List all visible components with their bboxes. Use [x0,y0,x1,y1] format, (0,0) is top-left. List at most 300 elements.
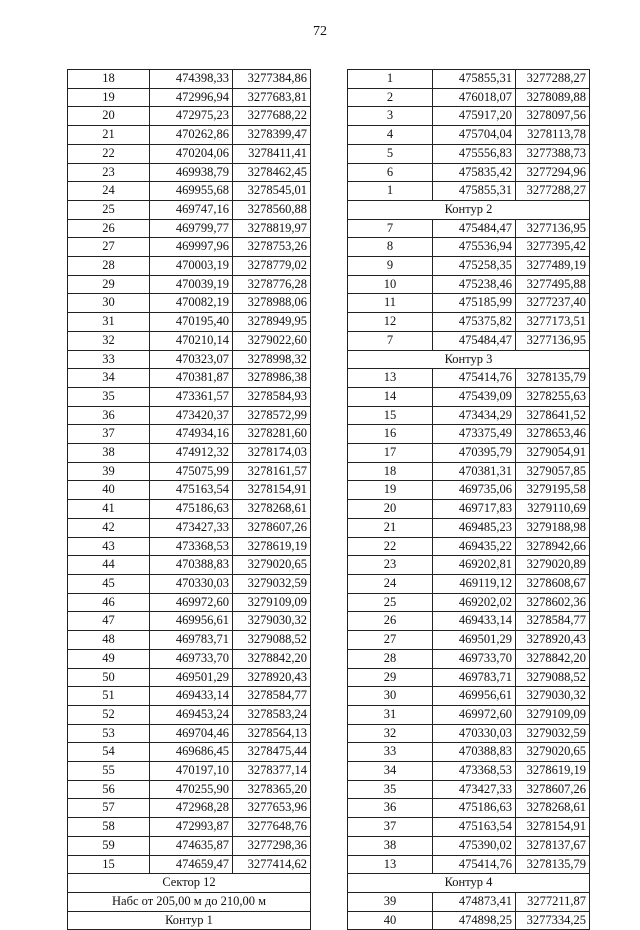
table-row [348,518,590,537]
table-row [348,818,590,837]
section-header: Контур 4 [348,874,590,893]
y-coordinate: 3278819,97 [233,219,311,238]
point-number: 48 [68,631,150,650]
table-row [68,70,311,89]
point-number: 7 [348,331,433,350]
page-number: 72 [313,24,327,39]
table-row [348,70,590,89]
section-header-row [348,350,590,369]
table-row [348,163,590,182]
y-coordinate: 3278154,91 [233,481,311,500]
table-row [68,257,311,276]
point-number: 16 [348,425,433,444]
point-number: 51 [68,687,150,706]
point-number: 38 [348,836,433,855]
point-number: 31 [348,705,433,724]
point-number: 35 [68,387,150,406]
y-coordinate: 3278399,47 [233,126,311,145]
y-coordinate: 3279020,65 [516,743,590,762]
y-coordinate: 3278365,20 [233,780,311,799]
x-coordinate: 469938,79 [150,163,233,182]
x-coordinate: 470381,31 [433,462,516,481]
table-row [68,649,311,668]
point-number: 37 [348,818,433,837]
point-number: 23 [68,163,150,182]
table-row [68,537,311,556]
x-coordinate: 469686,45 [150,743,233,762]
x-coordinate: 475238,46 [433,275,516,294]
table-row [68,836,311,855]
x-coordinate: 470210,14 [150,331,233,350]
y-coordinate: 3277648,76 [233,818,311,837]
table-row [348,612,590,631]
y-coordinate: 3277288,27 [516,182,590,201]
x-coordinate: 469501,29 [150,668,233,687]
x-coordinate: 469119,12 [433,574,516,593]
y-coordinate: 3278135,79 [516,369,590,388]
y-coordinate: 3277334,25 [516,911,590,930]
y-coordinate: 3278842,20 [233,649,311,668]
x-coordinate: 475186,63 [150,500,233,519]
table-row [68,724,311,743]
table-row [68,275,311,294]
x-coordinate: 469783,71 [433,668,516,687]
table-row [348,593,590,612]
x-coordinate: 473420,37 [150,406,233,425]
point-number: 21 [68,126,150,145]
point-number: 28 [348,649,433,668]
section-header: Контур 1 [68,911,311,930]
point-number: 15 [348,406,433,425]
x-coordinate: 475855,31 [433,70,516,89]
table-row [68,313,311,332]
point-number: 53 [68,724,150,743]
point-number: 47 [68,612,150,631]
x-coordinate: 475258,35 [433,257,516,276]
y-coordinate: 3278113,78 [516,126,590,145]
y-coordinate: 3278753,26 [233,238,311,257]
y-coordinate: 3277414,62 [233,855,311,874]
table-row [68,500,311,519]
table-row [348,537,590,556]
x-coordinate: 469735,06 [433,481,516,500]
table-row [348,257,590,276]
x-coordinate: 475075,99 [150,462,233,481]
y-coordinate: 3278602,36 [516,593,590,612]
point-number: 13 [348,855,433,874]
x-coordinate: 470381,87 [150,369,233,388]
table-row [348,369,590,388]
point-number: 40 [68,481,150,500]
point-number: 36 [68,406,150,425]
x-coordinate: 469202,02 [433,593,516,612]
x-coordinate: 475414,76 [433,369,516,388]
point-number: 1 [348,70,433,89]
y-coordinate: 3278135,79 [516,855,590,874]
table-row [68,107,311,126]
table-row [68,481,311,500]
point-number: 40 [348,911,433,930]
table-row [348,444,590,463]
table-row [348,649,590,668]
x-coordinate: 469733,70 [433,649,516,668]
point-number: 11 [348,294,433,313]
table-row [348,425,590,444]
y-coordinate: 3278776,28 [233,275,311,294]
point-number: 15 [68,855,150,874]
x-coordinate: 475704,04 [433,126,516,145]
y-coordinate: 3279195,58 [516,481,590,500]
point-number: 26 [348,612,433,631]
y-coordinate: 3279088,52 [233,631,311,650]
y-coordinate: 3278268,61 [233,500,311,519]
y-coordinate: 3278097,56 [516,107,590,126]
x-coordinate: 469956,61 [433,687,516,706]
x-coordinate: 470388,83 [150,556,233,575]
y-coordinate: 3279030,32 [516,687,590,706]
table-row [348,668,590,687]
point-number: 24 [348,574,433,593]
y-coordinate: 3279030,32 [233,612,311,631]
x-coordinate: 475414,76 [433,855,516,874]
section-header-row [348,200,590,219]
point-number: 19 [348,481,433,500]
point-number: 12 [348,313,433,332]
y-coordinate: 3277294,96 [516,163,590,182]
x-coordinate: 473375,49 [433,425,516,444]
y-coordinate: 3278584,93 [233,387,311,406]
x-coordinate: 470039,19 [150,275,233,294]
x-coordinate: 473368,53 [150,537,233,556]
table-row [68,182,311,201]
x-coordinate: 469501,29 [433,631,516,650]
point-number: 20 [348,500,433,519]
point-number: 36 [348,799,433,818]
table-row [348,275,590,294]
y-coordinate: 3279054,91 [516,444,590,463]
x-coordinate: 469704,46 [150,724,233,743]
table-row [68,818,311,837]
point-number: 19 [68,88,150,107]
coordinates-table-right [347,69,590,930]
y-coordinate: 3278641,52 [516,406,590,425]
y-coordinate: 3278475,44 [233,743,311,762]
y-coordinate: 3279020,65 [233,556,311,575]
x-coordinate: 475556,83 [433,144,516,163]
x-coordinate: 475439,09 [433,387,516,406]
point-number: 28 [68,257,150,276]
table-row [68,668,311,687]
x-coordinate: 469733,70 [150,649,233,668]
y-coordinate: 3277237,40 [516,294,590,313]
y-coordinate: 3279022,60 [233,331,311,350]
y-coordinate: 3277683,81 [233,88,311,107]
x-coordinate: 470388,83 [433,743,516,762]
point-number: 29 [68,275,150,294]
x-coordinate: 475185,99 [433,294,516,313]
y-coordinate: 3278583,24 [233,705,311,724]
y-coordinate: 3278089,88 [516,88,590,107]
point-number: 8 [348,238,433,257]
point-number: 22 [68,144,150,163]
section-header-row [68,911,311,930]
section-header: Сектор 12 [68,874,311,893]
y-coordinate: 3277136,95 [516,219,590,238]
y-coordinate: 3278986,38 [233,369,311,388]
point-number: 14 [348,387,433,406]
table-row [68,126,311,145]
y-coordinate: 3278137,67 [516,836,590,855]
x-coordinate: 470003,19 [150,257,233,276]
point-number: 46 [68,593,150,612]
x-coordinate: 469433,14 [150,687,233,706]
point-number: 27 [348,631,433,650]
table-row [348,855,590,874]
table-row [68,612,311,631]
x-coordinate: 470197,10 [150,762,233,781]
table-row [348,481,590,500]
table-row [68,855,311,874]
y-coordinate: 3279188,98 [516,518,590,537]
x-coordinate: 474398,33 [150,70,233,89]
x-coordinate: 469956,61 [150,612,233,631]
y-coordinate: 3279109,09 [516,705,590,724]
x-coordinate: 476018,07 [433,88,516,107]
y-coordinate: 3279032,59 [516,724,590,743]
point-number: 30 [348,687,433,706]
table-row [348,331,590,350]
y-coordinate: 3278572,99 [233,406,311,425]
y-coordinate: 3278174,03 [233,444,311,463]
y-coordinate: 3278619,19 [233,537,311,556]
x-coordinate: 470082,19 [150,294,233,313]
table-row [68,331,311,350]
table-row [68,350,311,369]
point-number: 50 [68,668,150,687]
point-number: 42 [68,518,150,537]
table-row [68,444,311,463]
point-number: 56 [68,780,150,799]
section-header: Набс от 205,00 м до 210,00 м [68,892,311,911]
x-coordinate: 469747,16 [150,200,233,219]
table-row [68,88,311,107]
x-coordinate: 469972,60 [433,705,516,724]
table-row [348,892,590,911]
point-number: 55 [68,762,150,781]
y-coordinate: 3278584,77 [516,612,590,631]
x-coordinate: 469955,68 [150,182,233,201]
y-coordinate: 3277395,42 [516,238,590,257]
y-coordinate: 3277495,88 [516,275,590,294]
x-coordinate: 469433,14 [433,612,516,631]
y-coordinate: 3279032,59 [233,574,311,593]
point-number: 24 [68,182,150,201]
y-coordinate: 3279109,09 [233,593,311,612]
table-row [68,369,311,388]
y-coordinate: 3277288,27 [516,70,590,89]
x-coordinate: 470323,07 [150,350,233,369]
y-coordinate: 3279110,69 [516,500,590,519]
x-coordinate: 475484,47 [433,331,516,350]
y-coordinate: 3277298,36 [233,836,311,855]
x-coordinate: 470330,03 [150,574,233,593]
point-number: 45 [68,574,150,593]
table-row [68,518,311,537]
table-row [348,219,590,238]
point-number: 57 [68,799,150,818]
table-row [348,462,590,481]
section-header: Контур 2 [348,200,590,219]
x-coordinate: 473434,29 [433,406,516,425]
table-row [348,556,590,575]
y-coordinate: 3278268,61 [516,799,590,818]
point-number: 23 [348,556,433,575]
x-coordinate: 470204,06 [150,144,233,163]
x-coordinate: 475186,63 [433,799,516,818]
table-row [348,500,590,519]
table-row [68,705,311,724]
table-row [348,313,590,332]
point-number: 32 [348,724,433,743]
point-number: 32 [68,331,150,350]
table-row [68,387,311,406]
table-row [348,836,590,855]
x-coordinate: 469202,81 [433,556,516,575]
table-row [68,462,311,481]
table-row [348,126,590,145]
x-coordinate: 469972,60 [150,593,233,612]
x-coordinate: 469783,71 [150,631,233,650]
point-number: 2 [348,88,433,107]
table-row [348,406,590,425]
y-coordinate: 3279020,89 [516,556,590,575]
point-number: 5 [348,144,433,163]
point-number: 21 [348,518,433,537]
x-coordinate: 469485,23 [433,518,516,537]
x-coordinate: 475163,54 [433,818,516,837]
x-coordinate: 473427,33 [150,518,233,537]
x-coordinate: 472968,28 [150,799,233,818]
x-coordinate: 474912,32 [150,444,233,463]
point-number: 31 [68,313,150,332]
y-coordinate: 3278255,63 [516,387,590,406]
section-header: Контур 3 [348,350,590,369]
x-coordinate: 475855,31 [433,182,516,201]
table-row [68,631,311,650]
y-coordinate: 3278564,13 [233,724,311,743]
table-row [68,219,311,238]
x-coordinate: 474934,16 [150,425,233,444]
x-coordinate: 472975,23 [150,107,233,126]
table-row [348,631,590,650]
y-coordinate: 3278545,01 [233,182,311,201]
x-coordinate: 469435,22 [433,537,516,556]
table-row [68,294,311,313]
y-coordinate: 3278988,06 [233,294,311,313]
x-coordinate: 473368,53 [433,762,516,781]
x-coordinate: 470395,79 [433,444,516,463]
point-number: 39 [68,462,150,481]
table-row [68,163,311,182]
point-number: 38 [68,444,150,463]
x-coordinate: 475484,47 [433,219,516,238]
x-coordinate: 469717,83 [433,500,516,519]
table-row [348,107,590,126]
x-coordinate: 473427,33 [433,780,516,799]
x-coordinate: 470255,90 [150,780,233,799]
point-number: 18 [348,462,433,481]
y-coordinate: 3278779,02 [233,257,311,276]
x-coordinate: 472996,94 [150,88,233,107]
y-coordinate: 3278154,91 [516,818,590,837]
table-row [348,238,590,257]
table-row [68,687,311,706]
section-header-row [68,892,311,911]
point-number: 44 [68,556,150,575]
x-coordinate: 470262,86 [150,126,233,145]
point-number: 22 [348,537,433,556]
x-coordinate: 470330,03 [433,724,516,743]
y-coordinate: 3278462,45 [233,163,311,182]
y-coordinate: 3278949,95 [233,313,311,332]
x-coordinate: 474659,47 [150,855,233,874]
x-coordinate: 469453,24 [150,705,233,724]
table-row [348,294,590,313]
point-number: 39 [348,892,433,911]
table-row [348,182,590,201]
x-coordinate: 472993,87 [150,818,233,837]
point-number: 1 [348,182,433,201]
table-row [348,705,590,724]
table-row [348,387,590,406]
y-coordinate: 3277211,87 [516,892,590,911]
point-number: 17 [348,444,433,463]
y-coordinate: 3278161,57 [233,462,311,481]
point-number: 54 [68,743,150,762]
y-coordinate: 3278411,41 [233,144,311,163]
point-number: 34 [68,369,150,388]
x-coordinate: 474635,87 [150,836,233,855]
x-coordinate: 475375,82 [433,313,516,332]
point-number: 25 [68,200,150,219]
x-coordinate: 474898,25 [433,911,516,930]
table-row [68,406,311,425]
point-number: 6 [348,163,433,182]
table-row [68,425,311,444]
y-coordinate: 3278942,66 [516,537,590,556]
y-coordinate: 3277384,86 [233,70,311,89]
y-coordinate: 3278377,14 [233,762,311,781]
x-coordinate: 475390,02 [433,836,516,855]
table-row [68,200,311,219]
point-number: 37 [68,425,150,444]
table-row [348,780,590,799]
point-number: 25 [348,593,433,612]
table-row [68,238,311,257]
table-row [348,724,590,743]
y-coordinate: 3278842,20 [516,649,590,668]
y-coordinate: 3277388,73 [516,144,590,163]
table-row [68,574,311,593]
x-coordinate: 469997,96 [150,238,233,257]
y-coordinate: 3277136,95 [516,331,590,350]
y-coordinate: 3278281,60 [233,425,311,444]
table-row [348,743,590,762]
point-number: 34 [348,762,433,781]
table-row [68,762,311,781]
table-row [68,144,311,163]
table-row [348,687,590,706]
